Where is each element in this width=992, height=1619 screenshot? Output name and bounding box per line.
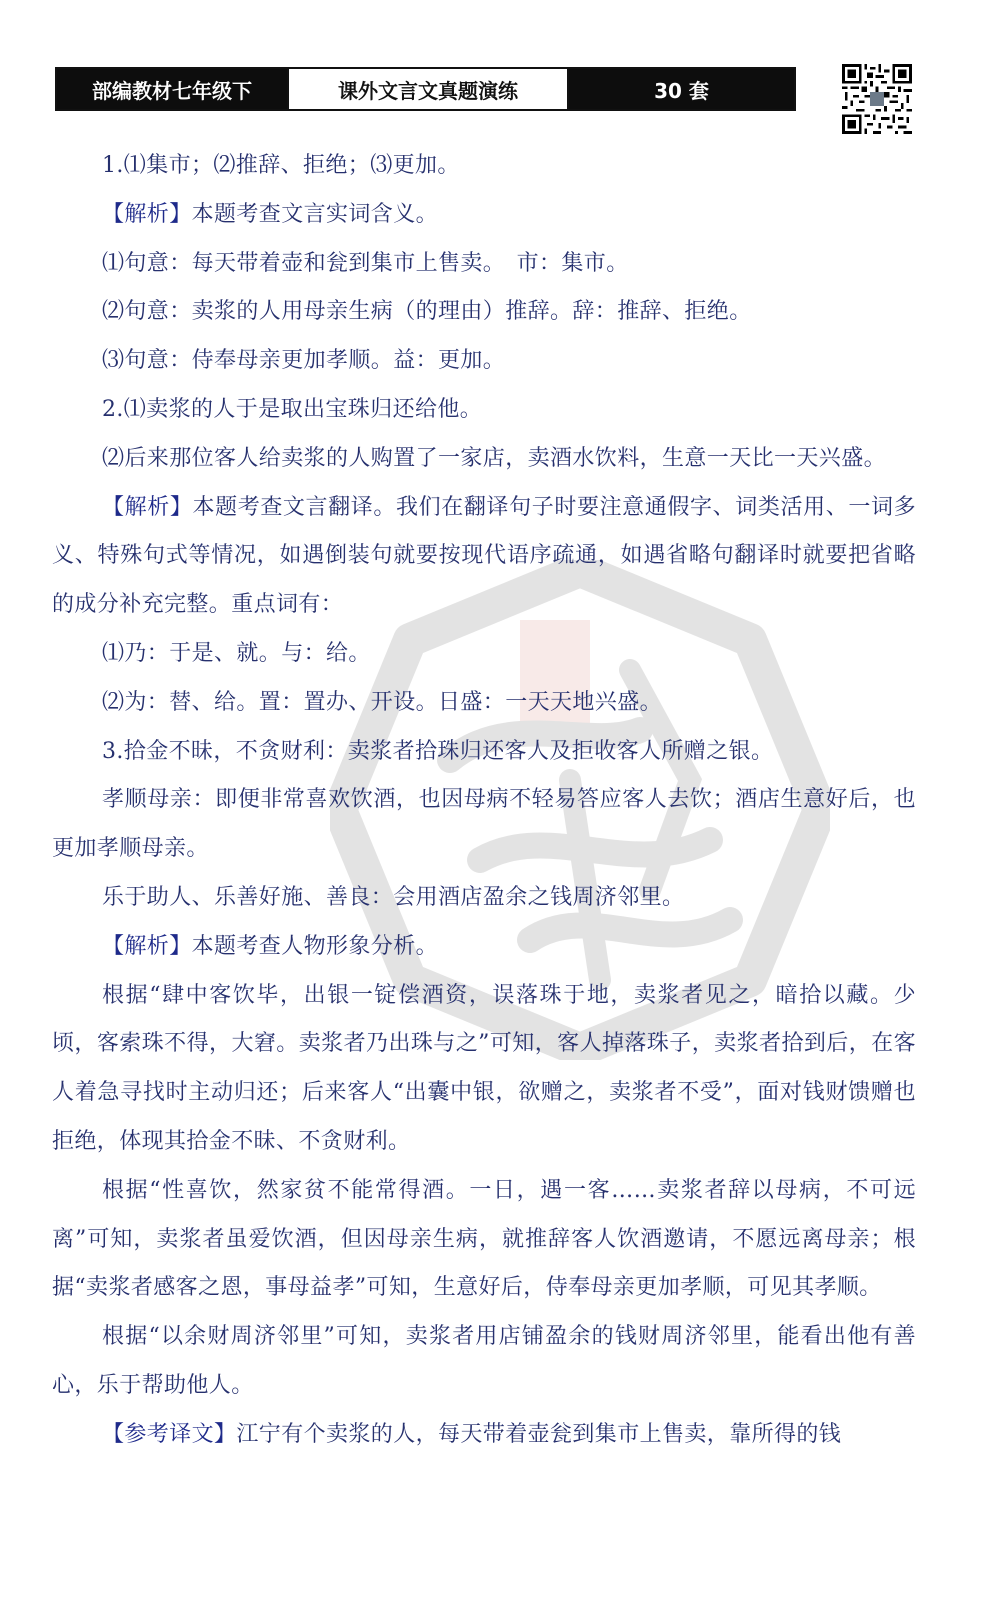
answer-paragraph: ⑵句意：卖浆的人用母亲生病（的理由）推辞。辞：推辞、拒绝。 xyxy=(102,299,752,325)
answer-paragraph: 乐于助人、乐善好施、善良：会用酒店盈余之钱周济邻里。 xyxy=(102,884,685,910)
analysis-tag: 【解析】 xyxy=(102,201,192,227)
answer-paragraph: 根据“性喜饮，然家贫不能常得酒。一日，遇一客……卖浆者辞以母病，不可远离”可知，卖浆者虽爱饮酒，但因母亲生病，就推辞客人饮酒邀请，不愿远离母亲；根据“卖浆者感客之恩，事母益孝”可知，生意好后，侍奉母亲更加孝顺，可见其孝顺。 xyxy=(52,1177,916,1301)
analysis-paragraph: 【解析】本题考查人物形象分析。 xyxy=(102,933,439,959)
analysis-tag: 【解析】 xyxy=(102,494,193,520)
answer-paragraph: ⑶句意：侍奉母亲更加孝顺。益：更加。 xyxy=(102,348,506,374)
answer-paragraph: 3.拾金不昧，不贪财利：卖浆者拾珠归还客人及拒收客人所赠之银。 xyxy=(102,738,774,764)
qr-code-icon xyxy=(842,64,912,134)
translation-paragraph: 【参考译文】江宁有个卖浆的人，每天带着壶瓮到集市上售卖，靠所得的钱 xyxy=(102,1421,842,1447)
answer-paragraph: ⑴乃：于是、就。与：给。 xyxy=(102,640,371,666)
answer-paragraph: ⑴句意：每天带着壶和瓮到集市上售卖。 市：集市。 xyxy=(102,250,629,276)
answer-paragraph: 1.⑴集市；⑵推辞、拒绝；⑶更加。 xyxy=(102,153,460,178)
answer-paragraph: 2.⑴卖浆的人于是取出宝珠归还给他。 xyxy=(102,396,483,422)
analysis-paragraph: 【解析】本题考查文言实词含义。 xyxy=(102,201,439,227)
answer-paragraph: ⑵为：替、给。置：置办、开设。日盛：一天天地兴盛。 xyxy=(102,689,663,715)
header-bar xyxy=(55,67,796,111)
answer-paragraph: 根据“以余财周济邻里”可知，卖浆者用店铺盈余的钱财周济邻里，能看出他有善心，乐于帮助他人。 xyxy=(52,1324,916,1398)
analysis-paragraph: 【解析】本题考查文言翻译。我们在翻译句子时要注意通假字、词类活用、一词多义、特殊句式等情况，如遇倒装句就要按现代语序疏通，如遇省略句翻译时就要把省略的成分补充完整。重点词有： xyxy=(52,494,916,618)
header-set-count: 30 套 xyxy=(569,69,794,109)
answer-content xyxy=(52,142,916,1460)
answer-paragraph: ⑵后来那位客人给卖浆的人购置了一家店，卖酒水饮料，生意一天比一天兴盛。 xyxy=(102,445,887,471)
answer-paragraph: 根据“肆中客饮毕，出银一锭偿酒资，误落珠于地，卖浆者见之，暗拾以藏。少顷，客索珠不得，大窘。卖浆者乃出珠与之”可知，客人掉落珠子，卖浆者拾到后，在客人着急寻找时主动归还；后来客人“出囊中银，欲赠之，卖浆者不受”，面对钱财馈赠也拒绝，体现其拾金不昧、不贪财利。 xyxy=(52,982,916,1154)
header-title: 课外文言文真题演练 xyxy=(287,69,569,109)
header-textbook-label: 部编教材七年级下 xyxy=(57,69,287,109)
translation-tag: 【参考译文】 xyxy=(102,1421,237,1447)
answer-paragraph: 孝顺母亲：即便非常喜欢饮酒，也因母病不轻易答应客人去饮；酒店生意好后，也更加孝顺母亲。 xyxy=(52,787,916,862)
analysis-tag: 【解析】 xyxy=(102,933,192,959)
